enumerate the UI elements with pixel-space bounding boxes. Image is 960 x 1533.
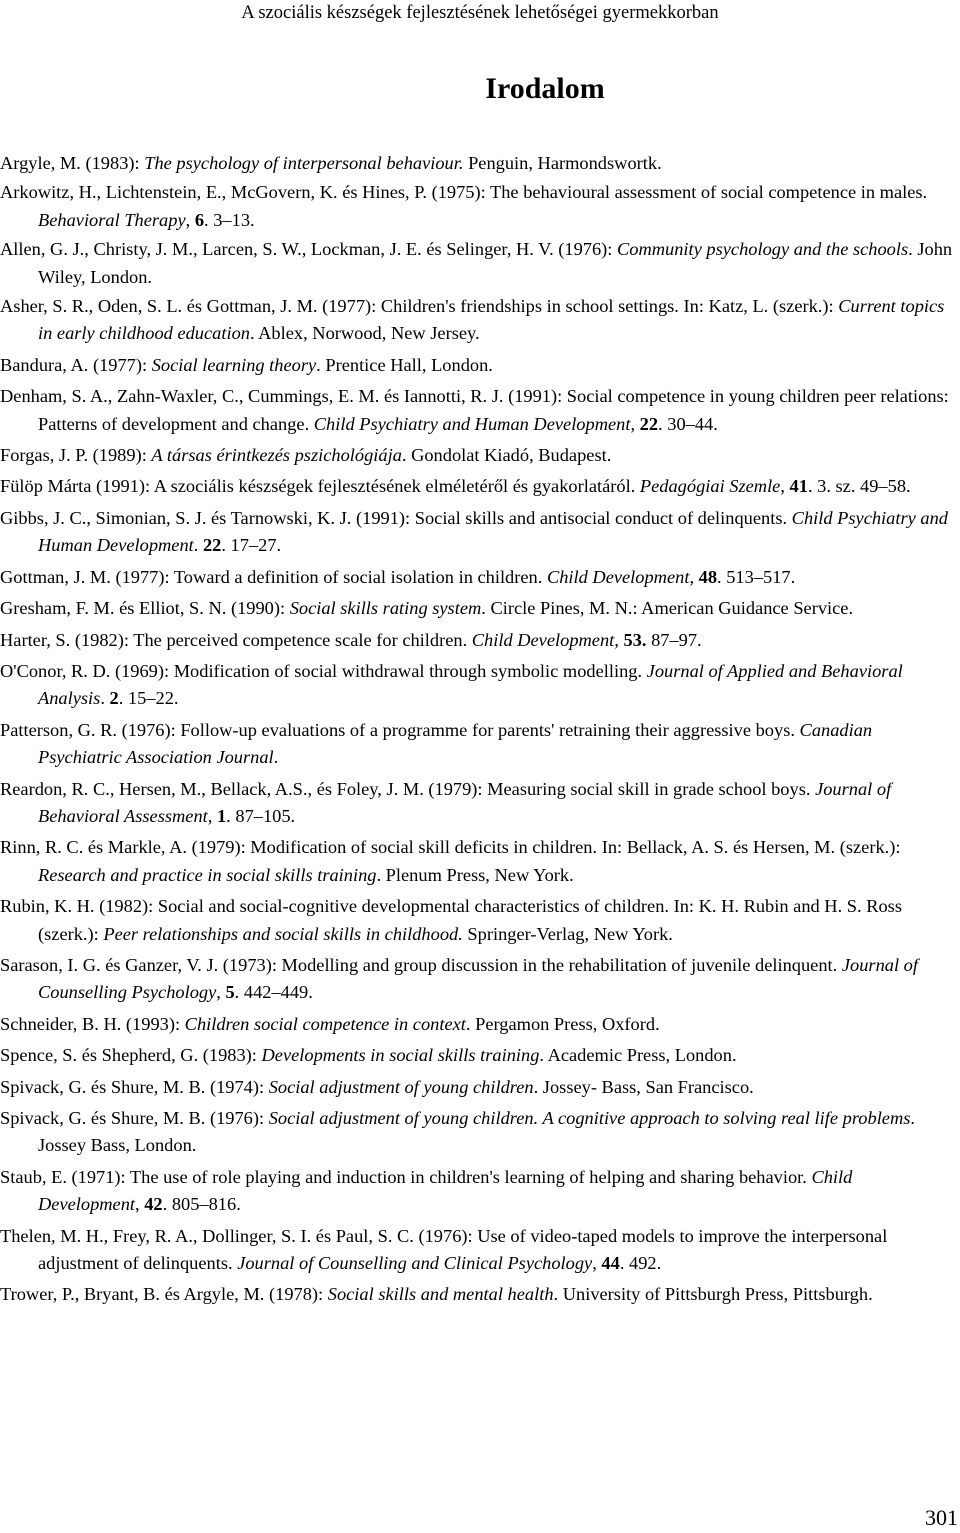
reference-entry: [0, 383, 958, 438]
reference-volume: 1: [216, 805, 227, 826]
reference-text: ,: [207, 805, 217, 826]
reference-text: . Gondolat Kiadó, Budapest.: [401, 445, 612, 466]
reference-text: Staub, E. (1971): The use of role playing and induction in children's learning of helping and sharing behavior.: [0, 1166, 812, 1187]
reference-entry: [0, 473, 958, 500]
reference-text: . 3–13.: [204, 209, 255, 230]
reference-text: . 513–517.: [717, 566, 796, 587]
reference-entry: [0, 236, 958, 291]
reference-text: ,: [135, 1194, 145, 1215]
reference-title-italic: Canadian Psychiatric Association Journal: [38, 719, 873, 768]
reference-entry: [0, 1223, 958, 1278]
reference-title-italic: The psychology of interpersonal behaviour.: [144, 153, 464, 173]
reference-title-italic: Journal of Applied and Behavioral Analysis: [38, 660, 903, 709]
reference-volume: 5: [225, 982, 235, 1003]
reference-entry: [0, 717, 958, 772]
reference-text: Allen, G. J., Christy, J. M., Larcen, S. W., Lockman, J. E. és Selinger, H. V. (1976):: [0, 239, 617, 260]
reference-text: Forgas, J. P. (1989):: [0, 445, 152, 466]
reference-text: Arkowitz, H., Lichtenstein, E., McGovern, K. és Hines, P. (1975): The behavioural assessment of social competence in males.: [0, 182, 928, 203]
reference-title-italic: Pedagógiai Szemle: [639, 476, 781, 497]
reference-title-italic: Social adjustment of young children. A cognitive approach to solving real life problems: [268, 1108, 911, 1128]
reference-title-italic: Child Development: [38, 1166, 853, 1215]
reference-title-italic: Child Development,: [471, 629, 619, 650]
reference-text: .: [100, 688, 110, 709]
reference-text: Patterson, G. R. (1976): Follow-up evaluations of a programme for parents' retraining their aggressive boys.: [0, 719, 800, 740]
reference-title-italic: Behavioral Therapy: [38, 209, 186, 230]
reference-title-italic: Journal of Counselling Psychology: [38, 954, 918, 1003]
reference-text: . Jossey Bass, London.: [38, 1108, 916, 1156]
reference-text: . 492.: [619, 1253, 662, 1274]
reference-text: ,: [185, 209, 195, 230]
reference-volume: 22: [202, 535, 222, 556]
reference-text: . Pergamon Press, Oxford.: [465, 1013, 660, 1034]
reference-entry: [0, 564, 958, 591]
reference-text: . Plenum Press, New York.: [376, 864, 574, 885]
reference-text: Asher, S. R., Oden, S. L. és Gottman, J. M. (1977): Children's friendships in school settings. In: Katz, L. (szerk.):: [0, 296, 839, 317]
reference-title-italic: Peer relationships and social skills in childhood.: [103, 923, 463, 944]
reference-text: .: [193, 535, 203, 556]
reference-entry: [0, 834, 958, 889]
reference-entry: [0, 1074, 958, 1101]
reference-text: Argyle, M. (1983):: [0, 153, 145, 173]
reference-entry: [0, 352, 958, 379]
reference-text: Sarason, I. G. és Ganzer, V. J. (1973): Modelling and group discussion in the rehabilitation of juvenile delinquent.: [0, 954, 842, 975]
reference-entry: [0, 1011, 958, 1038]
reference-text: Springer-Verlag, New York.: [462, 923, 673, 944]
reference-text: Rubin, K. H. (1982): Social and social-cognitive developmental characteristics of children. In: K. H. Rubin and H. S. Ross (szerk.):: [0, 896, 902, 944]
reference-entry: [0, 893, 958, 948]
reference-volume: 48: [698, 566, 718, 587]
reference-title-italic: Social skills and mental health: [327, 1284, 554, 1305]
reference-text: . Ablex, Norwood, New Jersey.: [249, 323, 480, 344]
reference-entry: [0, 179, 958, 234]
reference-text: 87–97.: [646, 629, 702, 650]
reference-text: . 15–22.: [118, 688, 179, 709]
reference-entry: [0, 442, 958, 469]
reference-text: O'Conor, R. D. (1969): Modification of social withdrawal through symbolic modelling.: [0, 660, 647, 681]
reference-text: . 17–27.: [221, 535, 282, 556]
reference-list: [0, 150, 958, 1313]
reference-title-italic: Children social competence in context: [184, 1013, 466, 1034]
page-title: Irodalom: [485, 72, 605, 105]
reference-title-italic: Child Psychiatry and Human Development: [38, 507, 948, 556]
reference-text: . Academic Press, London.: [539, 1045, 737, 1066]
reference-entry: [0, 627, 958, 654]
reference-title-italic: Current topics in early childhood education: [38, 296, 945, 344]
reference-volume: 42: [144, 1194, 163, 1215]
reference-entry: [0, 293, 958, 348]
reference-text: . University of Pittsburgh Press, Pittsburgh.: [553, 1284, 873, 1305]
reference-text: Spivack, G. és Shure, M. B. (1976):: [0, 1108, 269, 1128]
reference-text: . 3. sz. 49–58.: [807, 476, 911, 497]
reference-text: . Circle Pines, M. N.: American Guidance Service.: [481, 598, 854, 619]
reference-text: .: [273, 747, 279, 768]
reference-volume: 6: [194, 209, 205, 230]
reference-title-italic: Community psychology and the schools: [617, 239, 909, 260]
reference-text: Harter, S. (1982): The perceived competence scale for children.: [0, 629, 472, 650]
reference-entry: [0, 1164, 958, 1219]
reference-text: Schneider, B. H. (1993):: [0, 1013, 185, 1034]
reference-text: ,: [689, 566, 699, 587]
reference-entry: [0, 658, 958, 713]
reference-text: . Prentice Hall, London.: [316, 354, 493, 375]
reference-title-italic: Social learning theory: [151, 354, 317, 375]
reference-text: Gottman, J. M. (1977): Toward a definition of social isolation in children.: [0, 566, 547, 587]
reference-text: Gibbs, J. C., Simonian, S. J. és Tarnowski, K. J. (1991): Social skills and antisocial conduct of delinquents.: [0, 507, 792, 528]
reference-text: ,: [630, 413, 640, 434]
reference-text: . 87–105.: [226, 805, 296, 826]
reference-text: Reardon, R. C., Hersen, M., Bellack, A.S., és Foley, J. M. (1979): Measuring social skill in grade school boys.: [0, 778, 816, 799]
reference-text: Spivack, G. és Shure, M. B. (1974):: [0, 1076, 269, 1097]
reference-title-italic: Social skills rating system: [289, 598, 482, 619]
reference-text: Thelen, M. H., Frey, R. A., Dollinger, S. I. és Paul, S. C. (1976): Use of video-taped models to improve the interpersonal adjustment of delinquents.: [0, 1225, 888, 1274]
reference-text: Denham, S. A., Zahn-Waxler, C., Cummings, E. M. és Iannotti, R. J. (1991): Social competence in young children peer relations: Patterns of development and change.: [0, 386, 949, 434]
reference-volume: 2: [109, 688, 119, 709]
reference-text: . 442–449.: [234, 982, 313, 1003]
reference-entry: [0, 505, 958, 560]
reference-volume: 53.: [623, 629, 647, 650]
reference-title-italic: Journal of Behavioral Assessment: [38, 778, 892, 826]
reference-title-italic: Developments in social skills training: [261, 1045, 540, 1066]
reference-entry: [0, 1105, 958, 1160]
reference-text: Penguin, Harmondswortk.: [463, 153, 662, 173]
reference-title-italic: Child Development: [546, 566, 690, 587]
reference-text: . Jossey- Bass, San Francisco.: [533, 1076, 754, 1097]
reference-text: ,: [780, 476, 790, 497]
reference-text: Bandura, A. (1977):: [0, 354, 152, 375]
reference-text: Rinn, R. C. és Markle, A. (1979): Modification of social skill deficits in children. In: Bellack, A. S. és Hersen, M. (szerk.):: [0, 837, 901, 858]
reference-text: ,: [592, 1253, 602, 1274]
reference-entry: [0, 776, 958, 831]
reference-title-italic: A társas érintkezés pszichológiája: [151, 445, 402, 466]
reference-title-italic: Research and practice in social skills training: [38, 864, 377, 885]
reference-text: ,: [216, 982, 226, 1003]
reference-entry: [0, 595, 958, 622]
reference-title-italic: Child Psychiatry and Human Development: [313, 413, 631, 434]
reference-entry: [0, 1281, 958, 1308]
reference-entry: [0, 1042, 958, 1069]
reference-text: Spence, S. és Shepherd, G. (1983):: [0, 1045, 262, 1066]
reference-volume: 41: [789, 476, 808, 497]
reference-text: Gresham, F. M. és Elliot, S. N. (1990):: [0, 598, 290, 619]
reference-entry: [0, 952, 958, 1007]
reference-text: . 30–44.: [658, 413, 718, 434]
reference-title-italic: Social adjustment of young children: [268, 1076, 534, 1097]
reference-volume: 22: [639, 413, 659, 434]
reference-volume: 44: [601, 1253, 620, 1274]
reference-text: . John Wiley, London.: [38, 239, 953, 287]
page-number: 301: [925, 1505, 958, 1530]
running-header: A szociális készségek fejlesztésének lehetőségei gyermekkorban: [241, 3, 719, 23]
reference-entry: [0, 150, 958, 177]
reference-title-italic: Journal of Counselling and Clinical Psychology: [237, 1253, 593, 1274]
reference-text: Trower, P., Bryant, B. és Argyle, M. (1978):: [0, 1284, 328, 1305]
reference-text: . 805–816.: [162, 1194, 241, 1215]
reference-text: Fülöp Márta (1991): A szociális készségek fejlesztésének elméletéről és gyakorlatáról.: [0, 476, 640, 497]
